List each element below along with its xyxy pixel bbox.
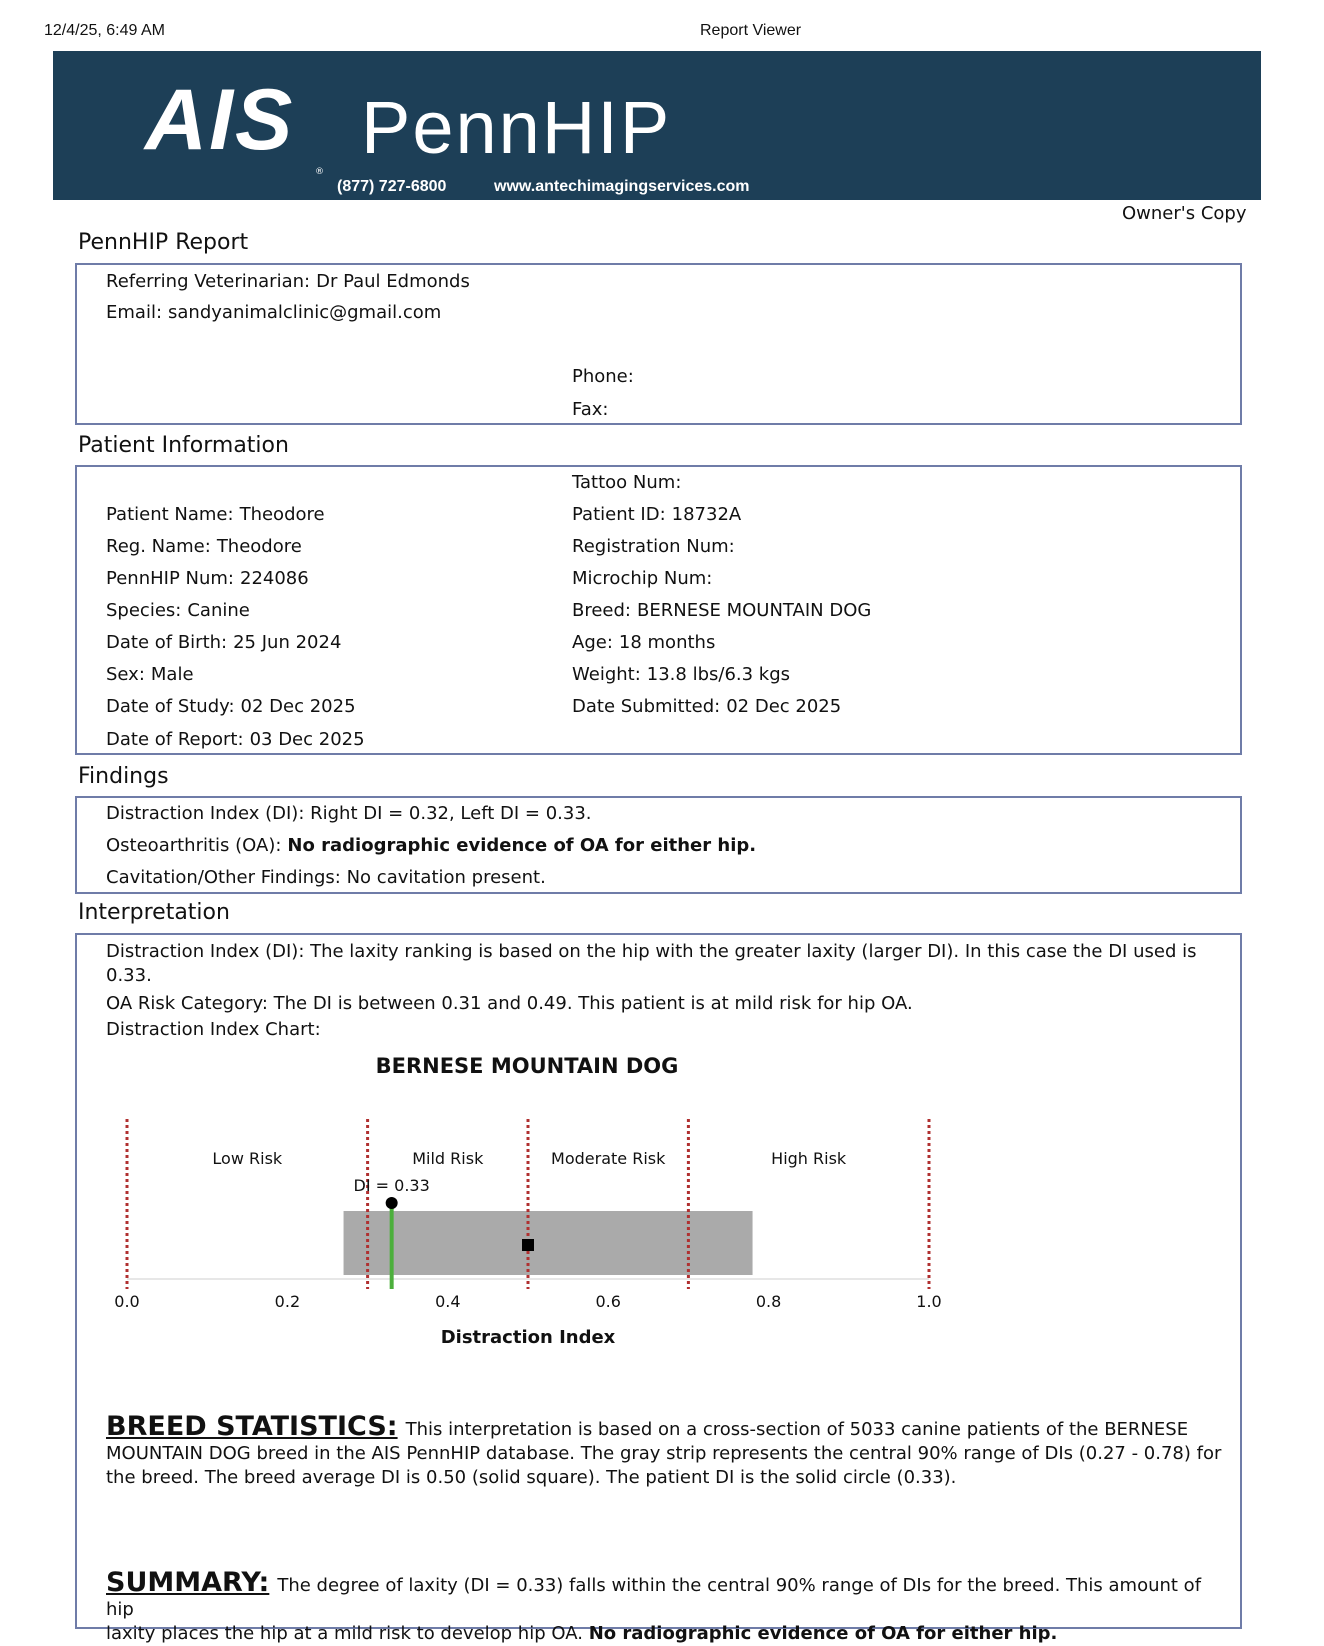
print-header [0,22,1324,46]
field-label: Microchip Num: [572,568,713,589]
email-label: Email: [106,302,163,323]
risk-zone-label: High Risk [771,1149,847,1168]
findings-cavitation: Cavitation/Other Findings: No cavitation present. [106,867,546,888]
patient-field-row [572,568,718,589]
chart-title: BERNESE MOUNTAIN DOG [375,1054,679,1078]
patient-field-row [572,632,715,653]
field-value: 25 Jun 2024 [233,632,342,653]
phone-label: Phone: [572,366,634,387]
field-value: 02 Dec 2025 [726,696,842,717]
field-label: Registration Num: [572,536,735,557]
field-value: Theodore [216,536,302,557]
summary-block [106,1567,1226,1646]
print-timestamp: 12/4/25, 6:49 AM [44,22,165,39]
findings-box [75,796,1242,894]
patient-field-row [572,696,841,717]
x-tick-label: 1.0 [916,1292,942,1311]
owners-copy-label: Owner's Copy [1122,203,1247,224]
patient-field-row [106,664,194,685]
banner-phone: (877) 727-6800 [337,178,447,195]
findings-oa-value: No radiographic evidence of OA for either hip. [287,835,757,856]
email-row [106,302,441,323]
report-section-title: PennHIP Report [78,230,249,255]
patient-field-row [106,729,365,750]
field-value: 02 Dec 2025 [240,696,356,717]
range-90-strip [344,1211,753,1275]
patient-box [75,465,1242,755]
pennhip-logo-text: PennHIP [361,86,672,169]
breed-average-square [522,1239,534,1251]
breed-statistics-heading: BREED STATISTICS: [106,1411,398,1442]
field-label: Date of Study: [106,696,235,717]
patient-di-label: DI = 0.33 [353,1176,430,1195]
field-value: Theodore [239,504,325,525]
patient-field-row [106,504,325,525]
field-label: Breed: [572,600,631,621]
patient-di-circle [386,1197,398,1209]
patient-field-row [106,696,356,717]
field-value: 224086 [240,568,309,589]
field-value: 18 months [618,632,716,653]
patient-field-row [106,536,302,557]
interpretation-section-title: Interpretation [78,900,230,925]
field-label: Patient Name: [106,504,234,525]
breed-statistics-line3: the breed. The breed average DI is 0.50 (solid square). The patient DI is the solid circle (0.33). [106,1467,957,1488]
summary-heading: SUMMARY: [106,1567,270,1598]
summary-line1: The degree of laxity (DI = 0.33) falls within the central 90% range of DIs for the breed. This amount of hip [106,1575,1202,1620]
field-value: 13.8 lbs/6.3 kgs [646,664,791,685]
findings-oa-label: Osteoarthritis (OA): [106,835,282,856]
patient-field-row [106,600,250,621]
summary-line2: laxity places the hip at a mild risk to develop hip OA. [106,1623,583,1644]
field-value: Male [150,664,194,685]
field-value: Canine [187,600,250,621]
breed-statistics-block [106,1411,1226,1490]
fax-label: Fax: [572,399,609,420]
banner-website: www.antechimagingservices.com [494,178,750,195]
field-label: Weight: [572,664,641,685]
risk-zone-label: Low Risk [212,1149,283,1168]
field-label: Date Submitted: [572,696,721,717]
x-tick-label: 0.4 [435,1292,461,1311]
referring-vet-row [106,271,470,292]
x-tick-label: 0.0 [114,1292,140,1311]
findings-section-title: Findings [78,764,169,789]
ais-logo: AIS [145,72,295,168]
patient-section-title: Patient Information [78,433,289,458]
referring-vet-value: Dr Paul Edmonds [316,271,470,292]
brand-banner [53,51,1261,200]
patient-field-row [572,664,790,685]
findings-di: Distraction Index (DI): Right DI = 0.32, Left DI = 0.33. [106,803,592,824]
patient-field-row [572,472,687,493]
interpretation-di-text: Distraction Index (DI): The laxity ranking is based on the hip with the greater laxity (larger DI). In this case the DI used is 0.33. [106,941,1197,986]
registered-mark: ® [315,167,324,177]
patient-field-row [572,536,741,557]
interpretation-chart-label: Distraction Index Chart: [106,1019,321,1040]
field-value: BERNESE MOUNTAIN DOG [637,600,872,621]
patient-field-row [106,632,341,653]
distraction-index-chart [77,1045,1240,1385]
x-axis-label: Distraction Index [440,1327,616,1348]
field-value: 03 Dec 2025 [249,729,365,750]
patient-field-row [106,568,309,589]
interpretation-box [75,933,1242,1644]
risk-zone-label: Mild Risk [412,1149,484,1168]
field-label: Species: [106,600,182,621]
findings-oa-row [106,835,756,856]
x-tick-label: 0.2 [274,1292,301,1311]
breed-statistics-line1: This interpretation is based on a cross-section of 5033 canine patients of the BERNESE [405,1419,1189,1440]
risk-zone-label: Moderate Risk [551,1149,666,1168]
x-tick-label: 0.6 [595,1292,621,1311]
breed-statistics-line2: MOUNTAIN DOG breed in the AIS PennHIP database. The gray strip represents the central 90% range of DIs (0.27 - 0.78) for [106,1443,1222,1464]
x-tick-label: 0.8 [755,1292,782,1311]
field-label: Age: [572,632,613,653]
patient-field-row [572,504,741,525]
interpretation-risk-text: OA Risk Category: The DI is between 0.31 and 0.49. This patient is at mild risk for hip OA. [106,993,913,1014]
report-box [75,263,1242,425]
field-label: Tattoo Num: [572,472,682,493]
field-label: Date of Report: [106,729,244,750]
print-title: Report Viewer [700,22,802,39]
summary-line2-bold: No radiographic evidence of OA for either hip. [588,1623,1058,1644]
referring-vet-label: Referring Veterinarian: [106,271,311,292]
field-label: Patient ID: [572,504,666,525]
field-label: Sex: [106,664,145,685]
field-value: 18732A [671,504,742,525]
patient-field-row [572,600,871,621]
field-label: PennHIP Num: [106,568,234,589]
email-value: sandyanimalclinic@gmail.com [168,302,442,323]
field-label: Reg. Name: [106,536,211,557]
field-label: Date of Birth: [106,632,228,653]
